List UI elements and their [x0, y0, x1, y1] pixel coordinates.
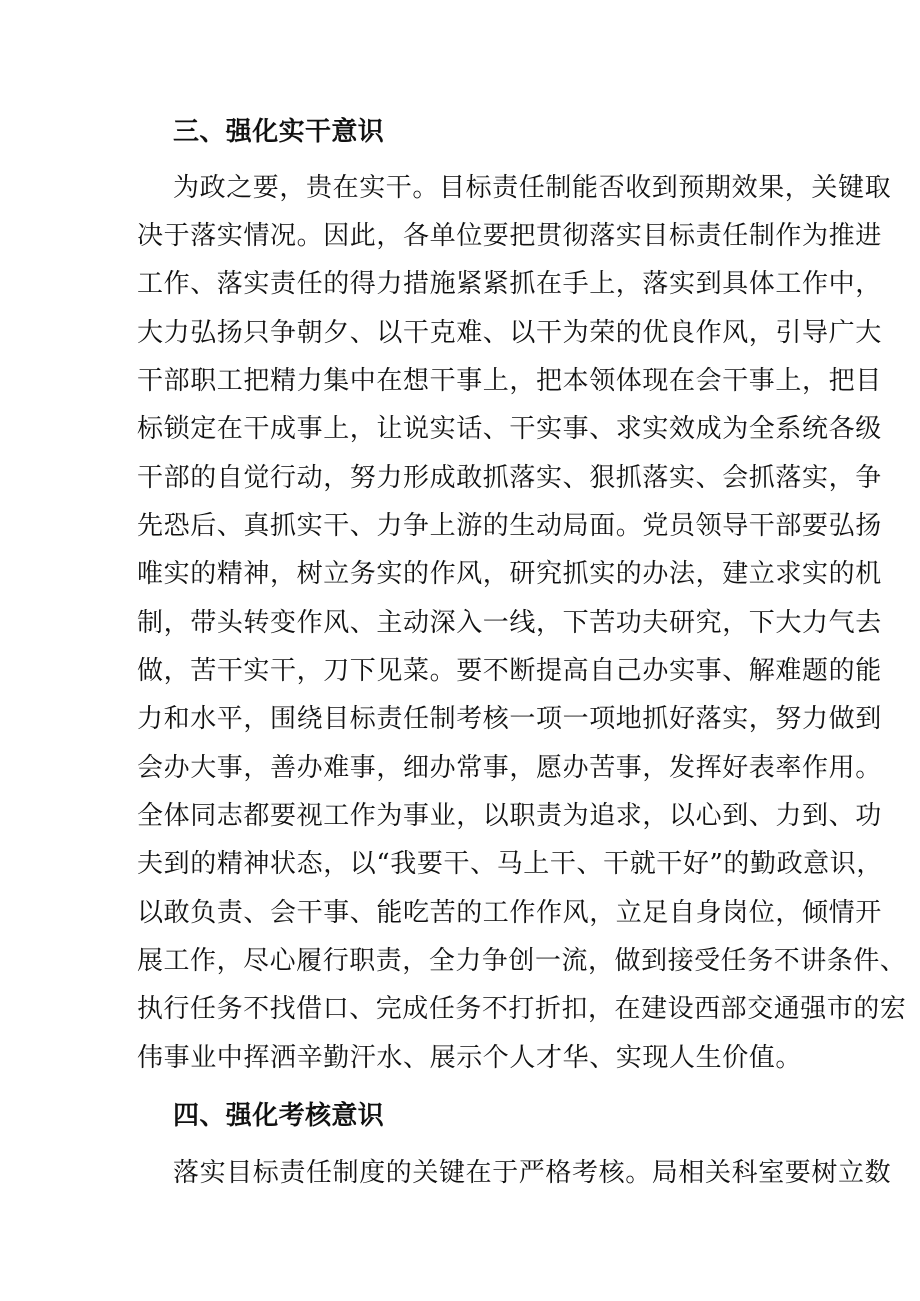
paragraph-line: 会办大事，善办难事，细办常事，愿办苦事，发挥好表率作用。 — [137, 753, 882, 783]
section-4-heading: 四、强化考核意识 — [173, 1101, 385, 1131]
paragraph-line: 工作、落实责任的得力措施紧紧抓在手上，落实到具体工作中， — [137, 269, 882, 299]
paragraph-line: 为政之要，贵在实干。目标责任制能否收到预期效果，关键取 — [173, 173, 892, 203]
paragraph-line: 执行任务不找借口、完成任务不打折扣，在建设西部交通强市的宏 — [137, 994, 907, 1024]
paragraph-line: 干部职工把精力集中在想干事上，把本领体现在会干事上，把目 — [137, 366, 882, 396]
section-3-heading: 三、强化实干意识 — [173, 117, 385, 147]
paragraph-line: 伟事业中挥洒辛勤汗水、展示个人才华、实现人生价值。 — [137, 1043, 803, 1073]
paragraph-line: 落实目标责任制度的关键在于严格考核。局相关科室要树立数 — [173, 1158, 892, 1188]
paragraph-line: 标锁定在干成事上，让说实话、干实事、求实效成为全系统各级 — [137, 414, 882, 444]
paragraph-line: 力和水平，围绕目标责任制考核一项一项地抓好落实，努力做到 — [137, 704, 882, 734]
paragraph-line: 干部的自觉行动，努力形成敢抓落实、狠抓落实、会抓落实，争 — [137, 463, 882, 493]
paragraph-line: 展工作，尽心履行职责，全力争创一流，做到接受任务不讲条件、 — [137, 946, 907, 976]
paragraph-line: 全体同志都要视工作为事业，以职责为追求，以心到、力到、功 — [137, 801, 882, 831]
paragraph-line: 大力弘扬只争朝夕、以干克难、以干为荣的优良作风，引导广大 — [137, 318, 882, 348]
paragraph-line: 制，带头转变作风、主动深入一线，下苦功夫研究，下大力气去 — [137, 608, 882, 638]
paragraph-line: 唯实的精神，树立务实的作风，研究抓实的办法，建立求实的机 — [137, 559, 882, 589]
paragraph-line: 决于落实情况。因此，各单位要把贯彻落实目标责任制作为推进 — [137, 221, 882, 251]
paragraph-line: 做，苦干实干，刀下见菜。要不断提高自己办实事、解难题的能 — [137, 656, 882, 686]
paragraph-line: 以敢负责、会干事、能吃苦的工作作风，立足自身岗位，倾情开 — [137, 898, 882, 928]
paragraph-line: 夫到的精神状态，以“我要干、马上干、干就干好”的勤政意识， — [137, 849, 883, 879]
paragraph-line: 先恐后、真抓实干、力争上游的生动局面。党员领导干部要弘扬 — [137, 511, 882, 541]
